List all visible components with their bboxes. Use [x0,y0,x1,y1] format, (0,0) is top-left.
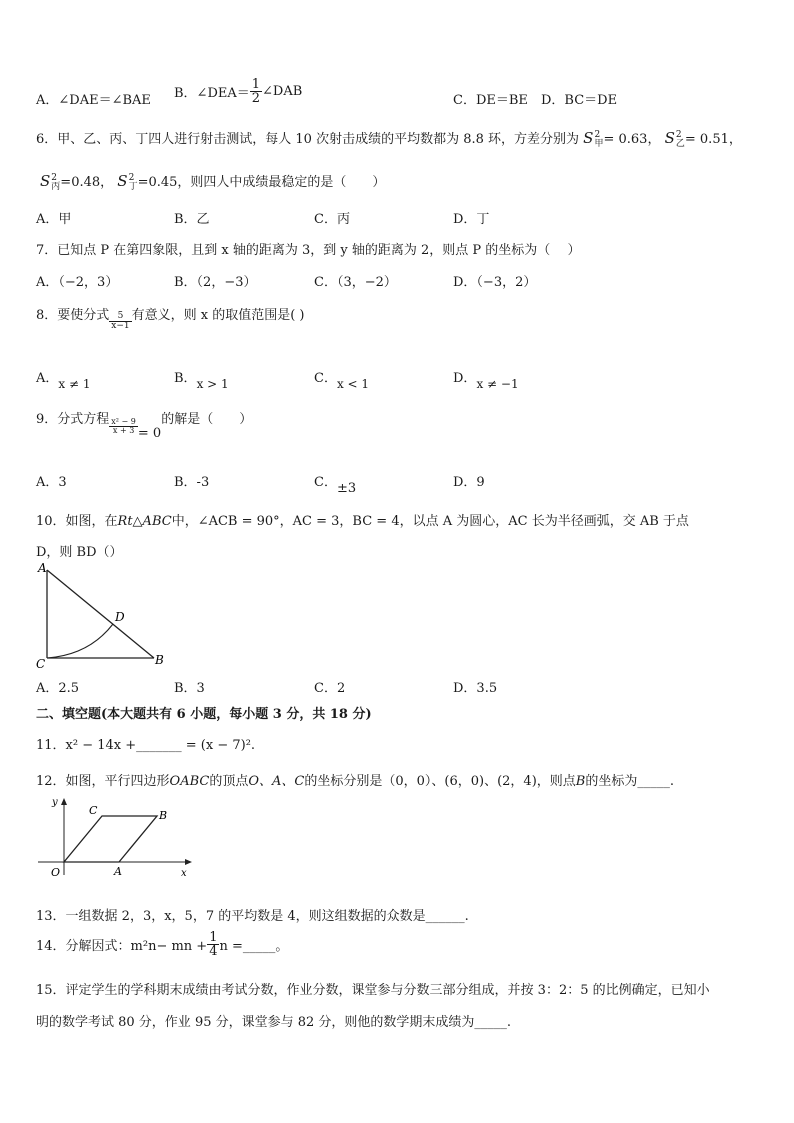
q6-option-c: C．丙 [314,212,350,227]
arc-cd [47,624,113,658]
q14-fraction: $\frac{1}{4}$ [209,930,218,959]
label-a: A [38,562,47,575]
q7-stem: 7．已知点 P 在第四象限，且到 x 轴的距离为 3，到 y 轴的距离为 2，则点 P 的坐标为（ ） [36,243,581,258]
q10-option-a: A．2.5 [36,681,80,696]
q9-option-d: D．9 [453,475,485,490]
q8-option-a: A．x ≠ 1 [36,371,91,391]
label-d: D [115,610,125,624]
segment-ab [47,570,154,658]
q6-option-a: A．甲 [36,212,72,227]
label-c: C [36,657,46,671]
q10-option-c: C．2 [314,681,346,696]
q9-stem: 9．分式方程 $\frac{\text{x² − 9}}{x + 3}$ = 0的解是（ ） [36,412,253,441]
section-heading-fill-blank: 二、填空题(本大题共有 6 小题，每小题 3 分，共 18 分) [36,707,372,722]
q9-option-b: B．-3 [174,475,210,490]
q10-option-d: D．3.5 [453,681,498,696]
q12-figure-parallelogram [34,795,194,881]
x-axis-arrow-icon [185,859,192,865]
q12-stem: 12．如图，平行四边形OABC的顶点O、A、C的坐标分别是（0，0）、(6，0)、(2，4)，则点B的坐标为_____. [36,774,674,789]
q10-stem-line2: D，则 BD（） [36,545,123,560]
label-b: B [159,809,168,822]
q13-stem: 13．一组数据 2，3，x，5，7 的平均数是 4，则这组数据的众数是______. [36,909,469,924]
fraction-one-half: $\frac{1}{2}$ [251,77,261,106]
q10-stem-line1: 10．如图，在Rt△ABC中，∠ACB = 90°，AC = 3，BC = 4，以点 A 为圆心，AC 长为半径画弧，交 AB 于点 [36,514,689,529]
q8-fraction: $\frac{5}{x-1}$ [111,311,130,331]
label-x: x [181,868,187,879]
q15-stem-line2: 明的数学考试 80 分，作业 95 分，课堂参与 82 分，则他的数学期末成绩为_____. [36,1015,512,1030]
label-y: y [52,797,58,808]
q14-stem: 14．分解因式：m²n− mn + $\frac{1}{4}$ n =_____。 [36,930,289,959]
q9-fraction: $\frac{\text{x² − 9}}{x + 3}$ [111,417,136,435]
q5-option-c: C．DE＝BE [453,93,528,108]
q5-option-a: A．∠DAE＝∠BAE [36,93,151,108]
q10-figure-triangle [34,562,169,672]
q6-option-b: B．乙 [174,212,210,227]
q7-option-a: A．（−2，3） [36,275,119,290]
y-axis-arrow-icon [61,798,67,805]
q8-option-c: C．x < 1 [314,371,370,391]
q6-option-d: D．丁 [453,212,490,227]
label-b: B [155,653,164,667]
q8-stem: 8．要使分式 $\frac{5}{x-1}$ 有意义，则 x 的取值范围是( ) [36,308,305,331]
q9-option-c: C．±3 [314,475,357,496]
label-c: C [89,804,98,817]
q15-stem-line1: 15．评定学生的学科期末成绩由考试分数，作业分数，课堂参与分数三部分组成，并按 3：2：5 的比例确定，已知小 [36,983,710,998]
q5-option-d: D．BC＝DE [541,93,618,108]
q7-option-d: D．（−3，2） [453,275,537,290]
q7-option-b: B．（2，−3） [174,275,257,290]
q8-option-d: D．x ≠ −1 [453,371,519,391]
q6-stem-line1: 6．甲、乙、丙、丁四人进行射击测试，每人 10 次射击成绩的平均数都为 8.8 环，方差分别为 S 2 甲 = 0.63， S 2 乙 = 0.51， [36,129,742,149]
parallelogram-oabc [64,816,157,862]
q6-stem-line2: S 2 丙 =0.48， S 2 丁 =0.45，则四人中成绩最稳定的是（ ） [40,172,386,192]
q8-option-b: B．x > 1 [174,371,229,391]
label-a: A [114,865,122,878]
q10-option-b: B．3 [174,681,205,696]
q11-stem: 11．x² − 14x +_______ = (x − 7)². [36,738,256,753]
q9-option-a: A．3 [36,475,67,490]
q7-option-c: C．（3，−2） [314,275,397,290]
label-o: O [51,866,61,879]
q5-option-b: B．∠DEA＝ $\frac{1}{2}$ ∠DAB [174,77,303,106]
